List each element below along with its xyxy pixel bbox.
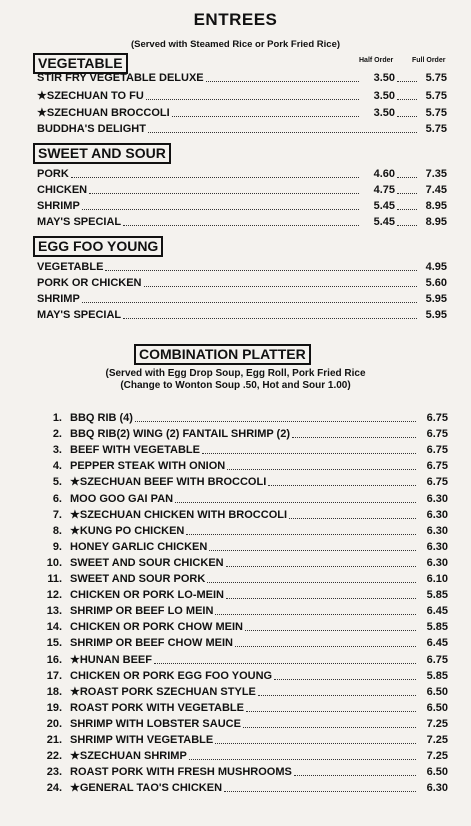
- leader-dots: [294, 775, 416, 776]
- combo-price: 6.30: [426, 556, 448, 569]
- full-price: 7.35: [425, 168, 447, 180]
- leader-dots: [144, 286, 417, 287]
- combo-price: 6.75: [426, 412, 448, 424]
- combo-price: 6.30: [426, 540, 448, 553]
- leader-dots: [123, 318, 417, 319]
- combo-row: [38, 733, 448, 747]
- menu-row: [37, 215, 447, 229]
- combo-number: 18.: [46, 685, 62, 698]
- leader-dots: [268, 485, 416, 486]
- combo-price: 5.85: [426, 589, 448, 602]
- combo-price: 6.45: [426, 605, 448, 618]
- combo-name: BEEF WITH VEGETABLE: [70, 444, 200, 457]
- combo-number: 19.: [46, 701, 62, 714]
- combo-number: 10.: [46, 556, 62, 569]
- combo-name: CHICKEN OR PORK LO-MEIN: [70, 589, 224, 602]
- section-title-egg-foo-young: EGG FOO YOUNG: [33, 236, 163, 257]
- combo-name: BBQ RIB(2) WING (2) FANTAIL SHRIMP (2): [70, 428, 290, 441]
- combo-name: BBQ RIB (4): [70, 412, 133, 424]
- combo-number: 7.: [52, 508, 62, 521]
- combo-row: [38, 620, 448, 634]
- combo-row: [38, 636, 448, 650]
- combo-number: 16.: [46, 653, 62, 666]
- leader-dots: [397, 116, 417, 117]
- section-title-combination-platter: COMBINATION PLATTER: [134, 344, 311, 365]
- combo-price: 6.30: [426, 508, 448, 521]
- leader-dots: [397, 225, 417, 226]
- half-price: 3.50: [373, 107, 395, 119]
- combo-row: [38, 459, 448, 473]
- combo-row: [38, 669, 448, 683]
- leader-dots: [397, 99, 417, 100]
- leader-dots: [289, 518, 416, 519]
- combo-price: 6.10: [426, 573, 448, 585]
- item-name: PORK OR CHICKEN: [37, 277, 142, 289]
- item-name: STIR FRY VEGETABLE DELUXE: [37, 72, 204, 84]
- combo-name: CHICKEN OR PORK CHOW MEIN: [70, 621, 243, 634]
- combo-number: 12.: [46, 589, 62, 602]
- combo-name: ★GENERAL TAO'S CHICKEN: [70, 782, 223, 795]
- combo-row: [38, 765, 448, 779]
- combo-number: 13.: [46, 605, 62, 618]
- item-name: SHRIMP: [37, 200, 80, 212]
- menu-row: [37, 260, 447, 274]
- combo-name: SHRIMP WITH LOBSTER SAUCE: [70, 717, 241, 730]
- full-price: 5.95: [425, 309, 447, 321]
- leader-dots: [148, 132, 417, 133]
- full-price: 5.75: [425, 72, 447, 84]
- leader-dots: [215, 614, 416, 615]
- combo-number: 4.: [52, 460, 62, 473]
- full-price: 5.75: [425, 107, 447, 119]
- combo-number: 22.: [46, 750, 62, 763]
- combo-price: 5.85: [426, 621, 448, 634]
- leader-dots: [146, 99, 359, 100]
- menu-row: [37, 89, 447, 103]
- combo-row: [38, 524, 448, 538]
- combo-number: 21.: [46, 734, 62, 746]
- leader-dots: [71, 177, 359, 178]
- combo-number: 5.: [52, 476, 62, 489]
- combo-price: 6.75: [426, 460, 448, 473]
- item-name: CHICKEN: [37, 184, 88, 196]
- page-title: ENTREES: [193, 10, 278, 29]
- leader-dots: [189, 759, 416, 760]
- leader-dots: [105, 270, 417, 271]
- combo-number: 17.: [46, 669, 62, 682]
- combo-name: ROAST PORK WITH VEGETABLE: [70, 701, 244, 714]
- menu-row: [37, 183, 447, 197]
- combo-row: [38, 556, 448, 570]
- leader-dots: [226, 598, 416, 599]
- combination-note-line1: (Served with Egg Drop Soup, Egg Roll, Pork Fried Rice: [105, 368, 366, 379]
- combo-row: [38, 475, 448, 489]
- leader-dots: [245, 630, 416, 631]
- combo-price: 6.30: [426, 492, 448, 505]
- item-name: SHRIMP: [37, 293, 80, 305]
- leader-dots: [82, 302, 417, 303]
- combo-price: 7.25: [426, 750, 448, 763]
- combo-price: 6.30: [426, 782, 448, 795]
- combo-row: [38, 427, 448, 441]
- leader-dots: [215, 743, 416, 744]
- menu-row: [37, 122, 447, 136]
- leader-dots: [135, 421, 416, 422]
- combo-row: [38, 653, 448, 667]
- combo-price: 5.85: [426, 669, 448, 682]
- half-price: 5.45: [373, 200, 395, 212]
- leader-dots: [258, 695, 416, 696]
- combo-name: ROAST PORK WITH FRESH MUSHROOMS: [70, 766, 292, 779]
- combo-price: 6.75: [426, 444, 448, 457]
- combo-name: ★KUNG PO CHICKEN: [70, 524, 185, 537]
- leader-dots: [207, 582, 416, 583]
- item-name: MAY'S SPECIAL: [37, 309, 122, 321]
- combo-price: 6.75: [426, 476, 448, 489]
- item-name: MAY'S SPECIAL: [37, 216, 122, 228]
- leader-dots: [175, 502, 416, 503]
- leader-dots: [397, 81, 417, 82]
- full-price: 8.95: [425, 200, 447, 212]
- combo-number: 6.: [52, 492, 62, 505]
- menu-row: [37, 167, 447, 181]
- combo-row: [38, 411, 448, 425]
- combo-number: 20.: [46, 717, 62, 730]
- menu-row: [37, 292, 447, 306]
- combo-row: [38, 604, 448, 618]
- half-price: 3.50: [373, 90, 395, 102]
- leader-dots: [397, 177, 417, 178]
- combo-number: 11.: [47, 573, 62, 585]
- half-order-label: Half Order: [359, 57, 394, 64]
- combo-row: [38, 540, 448, 554]
- combo-row: [38, 572, 448, 586]
- leader-dots: [209, 550, 416, 551]
- leader-dots: [123, 225, 359, 226]
- combo-name: SHRIMP WITH VEGETABLE: [70, 734, 214, 746]
- full-price: 8.95: [425, 216, 447, 228]
- combo-row: [38, 701, 448, 715]
- leader-dots: [243, 727, 416, 728]
- leader-dots: [224, 791, 416, 792]
- combo-name: SWEET AND SOUR CHICKEN: [70, 556, 224, 569]
- section-title-vegetable: VEGETABLE: [33, 53, 128, 74]
- entrees-note: (Served with Steamed Rice or Pork Fried Rice): [130, 39, 341, 50]
- item-name: BUDDHA'S DELIGHT: [37, 123, 146, 135]
- combo-number: 14.: [46, 621, 62, 634]
- combo-name: PEPPER STEAK WITH ONION: [70, 460, 226, 473]
- combo-price: 6.45: [426, 637, 448, 650]
- combo-row: [38, 685, 448, 699]
- leader-dots: [206, 81, 359, 82]
- combination-note: [0, 368, 471, 392]
- combo-name: SHRIMP OR BEEF LO MEIN: [70, 605, 214, 618]
- combo-price: 6.30: [426, 524, 448, 537]
- half-price: 5.45: [373, 216, 395, 228]
- leader-dots: [82, 209, 359, 210]
- combo-row: [38, 717, 448, 731]
- section-title-sweet-and-sour: SWEET AND SOUR: [33, 143, 171, 164]
- menu-row: [37, 308, 447, 322]
- combo-row: [38, 781, 448, 795]
- full-price: 5.75: [425, 123, 447, 135]
- combo-name: MOO GOO GAI PAN: [70, 492, 174, 505]
- leader-dots: [292, 437, 416, 438]
- combo-price: 7.25: [426, 734, 448, 746]
- combo-number: 24.: [46, 782, 62, 795]
- leader-dots: [202, 453, 416, 454]
- combo-number: 3.: [52, 444, 62, 457]
- combo-price: 7.25: [426, 717, 448, 730]
- full-price: 4.95: [425, 261, 447, 273]
- combo-name: ★SZECHUAN SHRIMP: [70, 750, 187, 763]
- half-price: 3.50: [373, 72, 395, 84]
- leader-dots: [397, 193, 417, 194]
- full-price: 7.45: [425, 184, 447, 196]
- leader-dots: [186, 534, 416, 535]
- full-order-label: Full Order: [412, 57, 446, 64]
- combo-row: [38, 492, 448, 506]
- combo-name: ★ROAST PORK SZECHUAN STYLE: [70, 685, 256, 698]
- combo-row: [38, 588, 448, 602]
- combo-number: 23.: [46, 766, 62, 779]
- leader-dots: [235, 646, 416, 647]
- leader-dots: [246, 711, 416, 712]
- leader-dots: [154, 663, 416, 664]
- item-name: VEGETABLE: [37, 261, 104, 273]
- full-price: 5.95: [425, 293, 447, 305]
- full-price: 5.75: [425, 90, 447, 102]
- menu-row: [37, 276, 447, 290]
- combo-number: 2.: [52, 428, 62, 441]
- leader-dots: [227, 469, 416, 470]
- combo-row: [38, 508, 448, 522]
- combo-price: 6.50: [426, 701, 448, 714]
- item-name: ★SZECHUAN TO FU: [37, 90, 144, 102]
- combo-row: [38, 749, 448, 763]
- combo-name: CHICKEN OR PORK EGG FOO YOUNG: [70, 669, 273, 682]
- combo-name: HONEY GARLIC CHICKEN: [70, 540, 208, 553]
- combo-number: 1.: [52, 412, 62, 424]
- half-price: 4.75: [373, 184, 395, 196]
- combo-price: 6.75: [426, 428, 448, 441]
- item-name: ★SZECHUAN BROCCOLI: [37, 107, 170, 119]
- menu-row: [37, 106, 447, 120]
- combo-name: SHRIMP OR BEEF CHOW MEIN: [70, 637, 233, 650]
- combo-name: SWEET AND SOUR PORK: [70, 573, 206, 585]
- full-price: 5.60: [425, 277, 447, 289]
- menu-row: [37, 71, 447, 85]
- combo-number: 15.: [46, 637, 62, 650]
- combo-name: ★SZECHUAN BEEF WITH BROCCOLI: [70, 476, 267, 489]
- menu-row: [37, 199, 447, 213]
- half-price: 4.60: [373, 168, 395, 180]
- combo-name: ★HUNAN BEEF: [70, 653, 152, 666]
- combo-number: 9.: [52, 540, 62, 553]
- item-name: PORK: [37, 168, 69, 180]
- leader-dots: [172, 116, 359, 117]
- combo-price: 6.75: [426, 653, 448, 666]
- leader-dots: [397, 209, 417, 210]
- combo-number: 8.: [52, 524, 62, 537]
- combo-price: 6.50: [426, 766, 448, 779]
- combo-price: 6.50: [426, 685, 448, 698]
- leader-dots: [226, 566, 416, 567]
- leader-dots: [89, 193, 359, 194]
- combination-note-line2: (Change to Wonton Soup .50, Hot and Sour 1.00): [120, 380, 351, 391]
- combo-row: [38, 443, 448, 457]
- leader-dots: [274, 679, 416, 680]
- combo-name: ★SZECHUAN CHICKEN WITH BROCCOLI: [70, 508, 288, 521]
